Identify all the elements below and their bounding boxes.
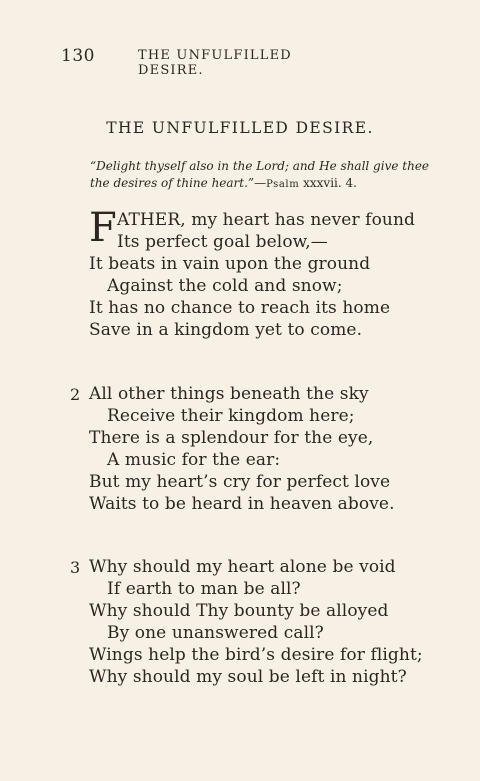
verse-line: There is a splendour for the eye, [89,428,374,448]
verse-line: It beats in vain upon the ground [89,254,371,274]
running-title: THE UNFULFILLED DESIRE. [138,48,292,78]
epigraph-ref-verse: xxxvii. 4. [303,176,357,190]
verse-line: By one unanswered call? [107,623,324,643]
verse-line: Receive their kingdom here; [107,406,355,426]
verse-line: Waits to be heard in heaven above. [89,494,395,514]
verse-line: But my heart’s cry for perfect love [89,472,391,492]
verse-line: Why should my heart alone be void [89,557,396,577]
verse-line: A music for the ear: [107,450,281,470]
page-number: 130 [61,46,95,66]
epigraph-reference [266,176,357,190]
stanza-number: 2 [70,385,81,404]
verse-line: It has no chance to reach its home [89,298,391,318]
verse-line: Against the cold and snow; [107,276,343,296]
verse-line: ATHER, my heart has never found [117,210,415,230]
verse-line: All other things beneath the sky [89,384,369,404]
verse-line: Wings help the bird’s desire for flight; [89,645,423,665]
epigraph [90,158,436,193]
page-header [61,46,361,78]
epigraph-quote: “Delight thyself also in the Lord; and He shall give thee the desires of thine heart.” [90,159,430,190]
verse-line: If earth to man be all? [107,579,301,599]
drop-cap: F [89,205,117,251]
epigraph-ref-book: Psalm [266,179,300,190]
verse-line: Save in a kingdom yet to come. [89,320,363,340]
epigraph-dash: — [254,176,267,190]
verse-line: Why should my soul be left in night? [89,667,407,687]
verse-line: Its perfect goal below,— [117,232,328,252]
stanza-number: 3 [70,558,81,577]
verse-line: Why should Thy bounty be alloyed [89,601,389,621]
poem-title: THE UNFULFILLED DESIRE. [106,119,374,137]
